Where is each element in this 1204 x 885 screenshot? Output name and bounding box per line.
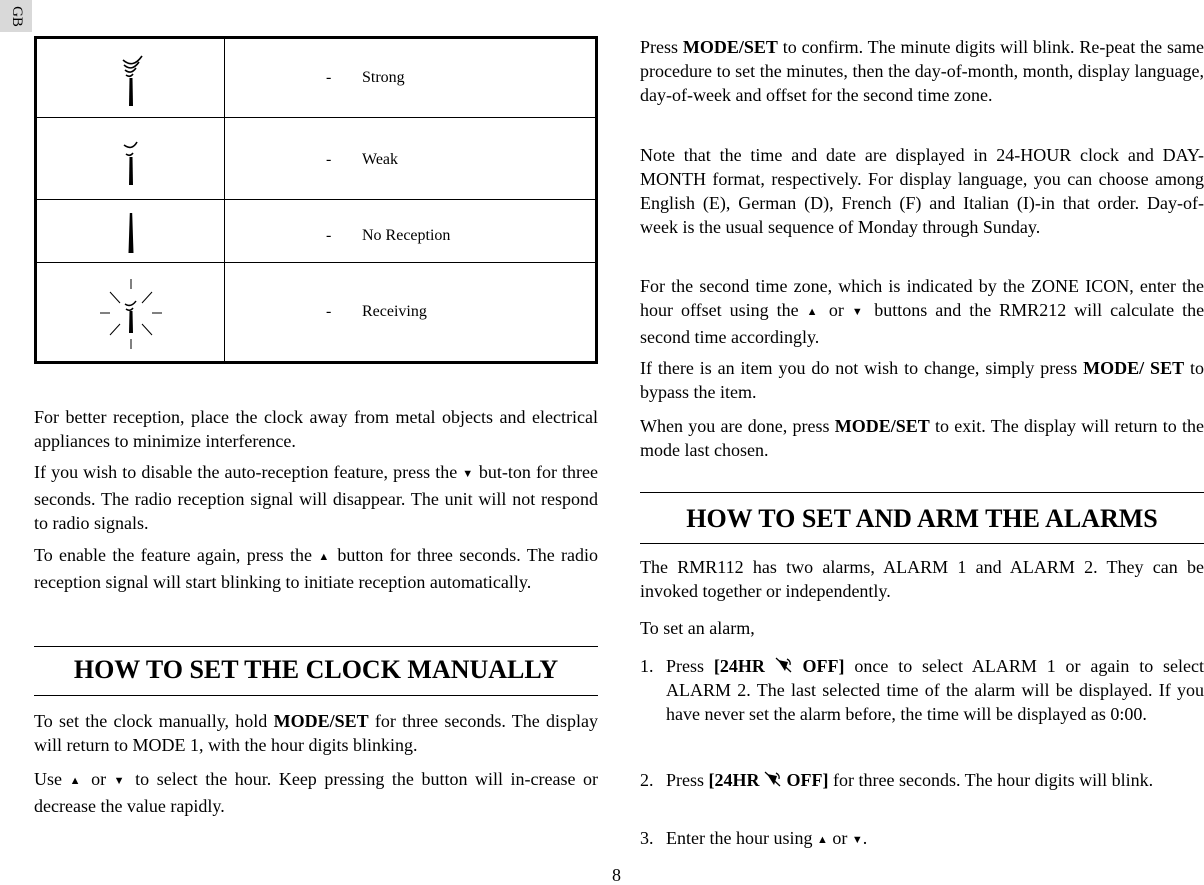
button-label: [24HR [713, 656, 765, 676]
paragraph-text: but-ton for three seconds. The radio reception signal will disappear. The unit will not respond to radio signals. [34, 462, 599, 533]
language-tab [0, 0, 32, 32]
paragraph-text: buttons and the RMR212 will calculate the second time accordingly. [640, 300, 1204, 347]
down-arrow-icon: ▼ [851, 834, 863, 846]
paragraph [640, 555, 1204, 603]
button-label: OFF] [802, 656, 845, 676]
paragraph-text: When you are done, press [640, 416, 830, 436]
paragraph [34, 405, 598, 453]
paragraph-text: Enter the hour using [666, 828, 813, 848]
paragraph-text: . [862, 828, 868, 848]
paragraph [640, 616, 1204, 640]
signal-weak-icon [37, 118, 224, 200]
table-row [37, 39, 595, 117]
paragraph-text: If you wish to disable the auto-reception feature, press the [34, 462, 458, 482]
paragraph-text: To enable the feature again, press the [34, 545, 312, 565]
row-label: Strong [362, 69, 405, 86]
row-dash: - [326, 151, 332, 168]
paragraph-text: once to select ALARM 1 or again to select ALARM 2. The last selected time of the alarm will be displayed. If you have never set the alarm before, the time will be displayed as 0:00. [666, 656, 1204, 724]
paragraph-text: button for three seconds. The radio reception signal will start blinking to initiate reception automatically. [34, 545, 598, 592]
heading-rule-top [34, 646, 598, 647]
paragraph-text: For better reception, place the clock away from metal objects and electrical appliances to minimize interference. [34, 407, 598, 451]
down-arrow-icon: ▼ [113, 775, 128, 787]
list-text [666, 826, 1204, 853]
paragraph-text: to exit. The display will return to the mode last chosen. [640, 416, 1204, 460]
paragraph [34, 543, 598, 594]
paragraph [34, 460, 598, 535]
language-tab-label: GB [8, 5, 25, 27]
row-label: Receiving [362, 303, 427, 320]
paragraph [640, 274, 1204, 349]
section-heading: HOW TO SET THE CLOCK MANUALLY [73, 655, 559, 684]
up-arrow-icon: ▲ [816, 834, 828, 846]
paragraph-text: The RMR112 has two alarms, ALARM 1 and ALARM 2. They can be invoked together or independently. [640, 557, 1204, 601]
paragraph [640, 35, 1204, 107]
list-number: 2. [640, 770, 654, 790]
paragraph-text: Press [640, 37, 679, 57]
heading-rule-bottom [640, 543, 1204, 544]
heading-rule-top [640, 492, 1204, 493]
button-label: [24HR [708, 770, 760, 790]
list-item [640, 826, 1204, 853]
mode-set-button-label: MODE/SET [682, 37, 778, 57]
button-label: OFF] [786, 770, 829, 790]
list-item [640, 654, 1204, 726]
table-row [37, 262, 595, 362]
paragraph-text: to bypass the item. [640, 358, 1204, 402]
paragraph-text: for three seconds. The hour digits will blink. [833, 770, 1154, 790]
alarm-bell-icon [775, 656, 793, 676]
down-arrow-icon: ▼ [851, 306, 867, 318]
table-row [37, 117, 595, 200]
alarm-bell-icon [764, 770, 782, 790]
page-number: 8 [612, 865, 621, 885]
paragraph-text: to select the hour. Keep pressing the button will in-crease or decrease the value rapidly. [34, 769, 599, 816]
signal-strong-icon [37, 39, 224, 117]
signal-receiving-icon [37, 263, 224, 362]
signal-none-icon [37, 200, 224, 263]
list-number: 3. [640, 828, 654, 848]
paragraph-text: or [91, 769, 107, 789]
paragraph-text: If there is an item you do not wish to change, simply press [640, 358, 1078, 378]
paragraph [34, 767, 598, 818]
section-heading: HOW TO SET AND ARM THE ALARMS [686, 504, 1158, 533]
row-dash: - [326, 69, 332, 86]
row-dash: - [326, 303, 332, 320]
list-item [640, 768, 1204, 792]
down-arrow-icon: ▼ [462, 468, 474, 480]
mode-set-button-label: MODE/ SET [1083, 358, 1185, 378]
up-arrow-icon: ▲ [806, 306, 821, 318]
row-dash: - [326, 227, 332, 244]
paragraph [640, 143, 1204, 239]
paragraph-text: Use [34, 769, 62, 789]
paragraph [34, 709, 598, 757]
paragraph [640, 414, 1204, 462]
up-arrow-icon: ▲ [318, 551, 332, 563]
mode-set-button-label: MODE/SET [834, 416, 930, 436]
paragraph-text: Note that the time and date are displayed in 24-HOUR clock and DAY-MONTH format, respectively. For display language, you can choose among English (E), German (D), French (F) and Italian (I)-in that order. Day-of-week is the usual sequence of Monday through Sunday. [640, 145, 1204, 237]
paragraph-text: for three seconds. The display will return to MODE 1, with the hour digits blinking. [34, 711, 599, 755]
mode-set-button-label: MODE/SET [273, 711, 369, 731]
row-label: Weak [362, 151, 399, 168]
heading-rule-bottom [34, 695, 598, 696]
paragraph-text: For the second time zone, which is indicated by the ZONE ICON, enter the hour offset using the [640, 276, 1204, 320]
paragraph-text: to confirm. The minute digits will blink. Re-peat the same procedure to set the minutes, then the day-of-month, month, display language, day-of-week and offset for the second time zone. [640, 37, 1204, 105]
up-arrow-icon: ▲ [69, 775, 84, 787]
paragraph-text: To set an alarm, [640, 618, 755, 638]
row-label: No Reception [362, 227, 451, 244]
list-text [666, 768, 1204, 792]
paragraph-text: Press [666, 770, 705, 790]
list-number: 1. [640, 656, 654, 676]
reception-signal-table [34, 36, 598, 364]
paragraph [640, 356, 1204, 404]
paragraph-text: or [828, 300, 844, 320]
paragraph-text: To set the clock manually, hold [34, 711, 268, 731]
paragraph-text: or [832, 828, 848, 848]
paragraph-text: Press [666, 656, 705, 676]
list-text [666, 654, 1204, 726]
table-row [37, 199, 595, 263]
